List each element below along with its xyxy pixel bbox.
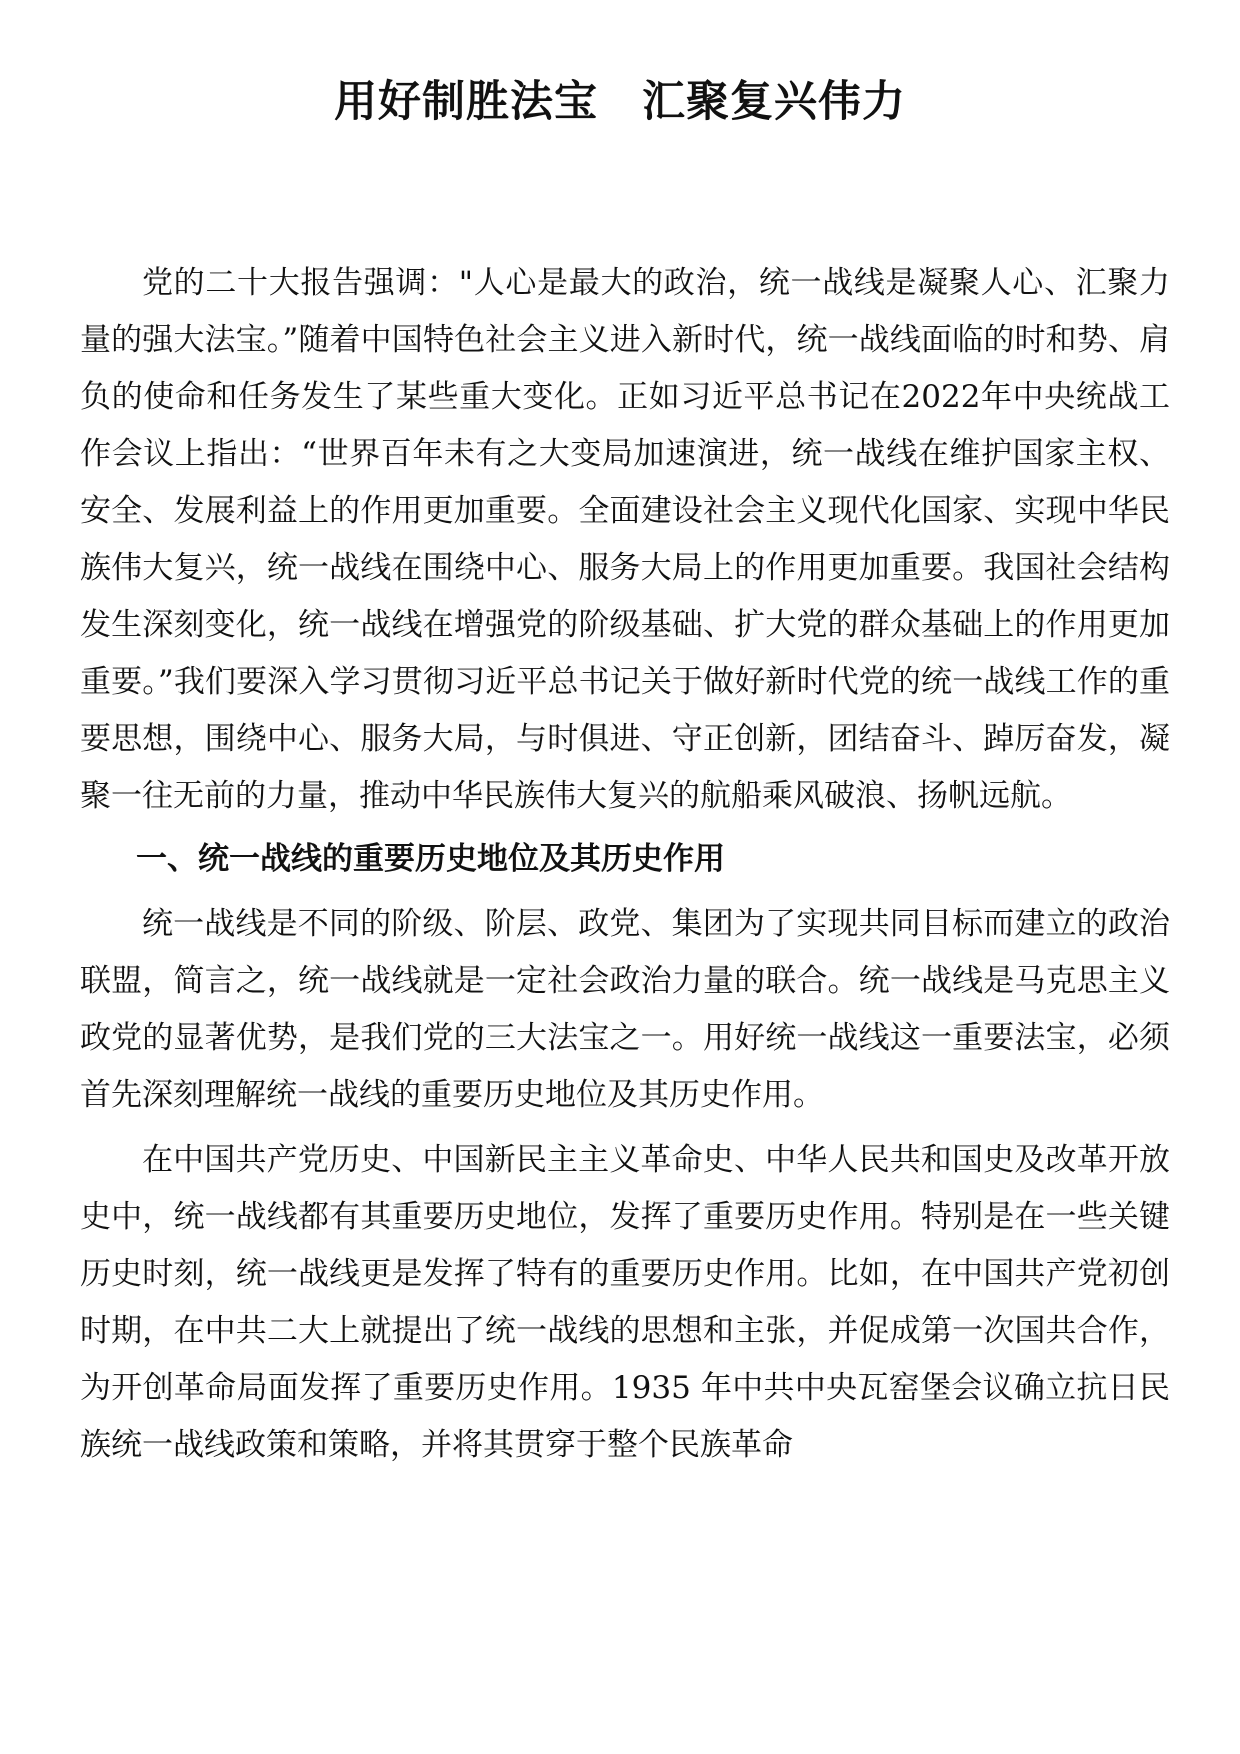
section-1-paragraph-2: 在中国共产党历史、中国新民主主义革命史、中华人民共和国史及改革开放史中，统一战线都有其重要历史地位，发挥了重要历史作用。特别是在一些关键历史时刻，统一战线更是发挥了特有的重要历史作用。比如，在中国共产党初创时期，在中共二大上就提出了统一战线的思想和主张，并促成第一次国共合作，为开创革命局面发挥了重要历史作用。1935 年中共中央瓦窑堡会议确立抗日民族统一战线政策和策略，并将其贯穿于整个民族革命 xyxy=(80,1142,1170,1463)
section-1-paragraph-1: 统一战线是不同的阶级、阶层、政党、集团为了实现共同目标而建立的政治联盟，简言之，统一战线就是一定社会政治力量的联合。统一战线是马克思主义政党的显著优势，是我们党的三大法宝之一。用好统一战线这一重要法宝，必须首先深刻理解统一战线的重要历史地位及其历史作用。 xyxy=(80,906,1170,1113)
intro-paragraph: 党的二十大报告强调："人心是最大的政治，统一战线是凝聚人心、汇聚力量的强大法宝。”随着中国特色社会主义进入新时代，统一战线面临的时和势、肩负的使命和任务发生了某些重大变化。正如习近平总书记在2022年中央统战工作会议上指出：“世界百年未有之大变局加速演进，统一战线在维护国家主权、安全、发展利益上的作用更加重要。全面建设社会主义现代化国家、实现中华民族伟大复兴，统一战线在围绕中心、服务大局上的作用更加重要。我国社会结构发生深刻变化，统一战线在增强党的阶级基础、扩大党的群众基础上的作用更加重要。”我们要深入学习贯彻习近平总书记关于做好新时代党的统一战线工作的重要思想，围绕中心、服务大局，与时俱进、守正创新，团结奋斗、踔厉奋发，凝聚一往无前的力量，推动中华民族伟大复兴的航船乘风破浪、扬帆远航。 xyxy=(80,265,1170,814)
document-title: 用好制胜法宝 汇聚复兴伟力 xyxy=(334,77,906,127)
document-body xyxy=(80,255,1170,1474)
section-1-heading: 一、统一战线的重要历史地位及其历史作用 xyxy=(136,841,725,877)
